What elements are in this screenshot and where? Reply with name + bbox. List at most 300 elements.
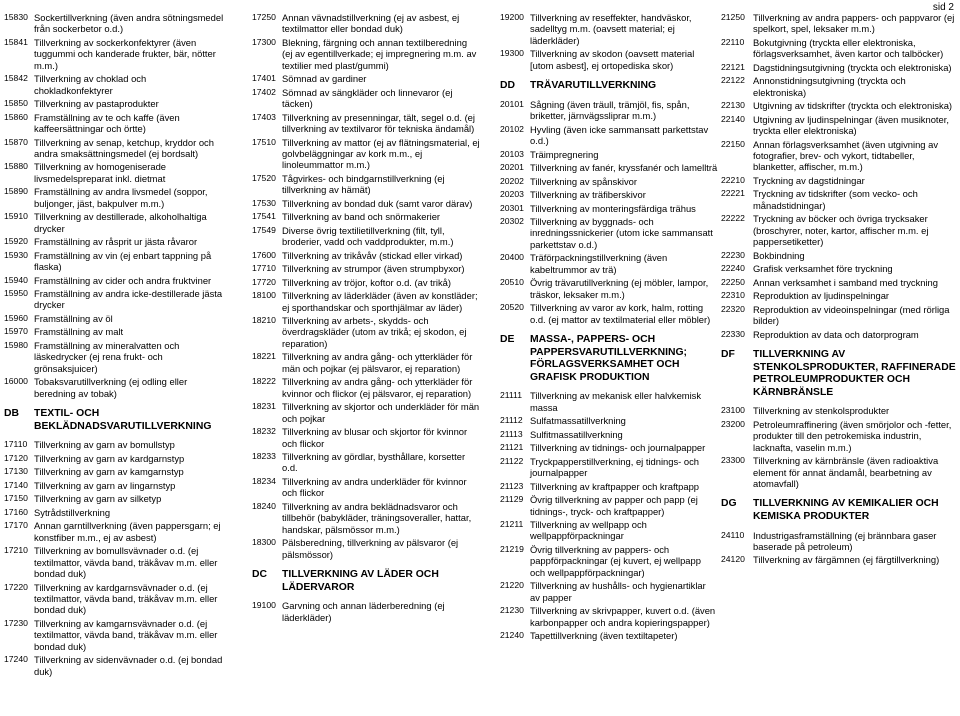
entry-description: Sömnad av gardiner xyxy=(282,73,367,85)
entry-description: Tillverkning av träfiberskivor xyxy=(530,189,646,201)
code-entry xyxy=(500,494,718,517)
code-entry xyxy=(252,137,480,171)
entry-code: 20520 xyxy=(500,302,524,313)
entry-description: Bokutgivning (tryckta eller elektroniska, förlagsverksamhet, även kartor och talböcker) xyxy=(753,36,944,60)
code-entry xyxy=(721,188,957,211)
entry-code: 18234 xyxy=(252,475,276,486)
entry-code: 22250 xyxy=(721,276,745,287)
entry-description: Tillverkning av choklad och chokladkonfektyrer xyxy=(34,73,147,96)
entry-code: 18222 xyxy=(252,376,276,387)
entry-code: 20201 xyxy=(500,162,524,173)
entry-code: 18231 xyxy=(252,401,276,412)
entry-description: Framställning av råsprit ur jästa råvaror xyxy=(34,236,198,248)
entry-code: 21230 xyxy=(500,605,524,616)
entry-description: Tillverkning av tidnings- och journalpapper xyxy=(530,442,706,454)
entry-description: Tillverkning av mattor (ej av flätningsmaterial, ej golvbeläggningar av kork m.m., ej linoleummattor m.m.) xyxy=(282,136,480,171)
entry-description: Tågvirkes- och bindgarnstillverkning (ej tillverkning av hämät) xyxy=(282,172,445,196)
entry-description: Framställning av te och kaffe (även kaffeersättningar och örtte) xyxy=(34,111,180,135)
code-entry xyxy=(500,302,718,325)
code-entry xyxy=(4,480,227,491)
code-entry xyxy=(500,176,718,187)
section-title: TILLVERKNING AV STENKOLSPRODUKTER, RAFFINERADE PETROLEUMPRODUKTER OCH KÄRNBRÄNSLE xyxy=(753,348,956,398)
entry-code: 17402 xyxy=(252,86,276,97)
entry-code: 20103 xyxy=(500,148,524,159)
code-entry xyxy=(4,582,227,616)
entry-description: Garvning och annan läderberedning (ej läderkläder) xyxy=(282,600,445,623)
column-3 xyxy=(500,12,718,644)
section-heading xyxy=(721,349,957,399)
entry-description: Pälsberedning, tillverkning av pälsvaror (ej pälsmössor) xyxy=(282,537,459,560)
entry-description: Annan vävnadstillverkning (ej av asbest, ej textilmattor eller bondad duk) xyxy=(282,12,460,35)
entry-description: Utgivning av tidskrifter (tryckta och elektroniska) xyxy=(753,100,953,112)
entry-code: 17720 xyxy=(252,276,276,287)
entry-code: 21129 xyxy=(500,494,524,505)
entry-description: Industrigasframställning (ej brännbara gaser baserade på petroleum) xyxy=(753,529,937,552)
entry-description: Reproduktion av data och datorprogram xyxy=(753,328,919,340)
entry-code: 17240 xyxy=(4,654,28,665)
code-entry xyxy=(500,162,718,173)
entry-code: 17150 xyxy=(4,493,28,504)
entry-description: Blekning, färgning och annan textilberedning (ej av egentillverkade; ej impregnering m.m. av textilier med plast/gummi) xyxy=(282,36,477,71)
code-entry xyxy=(4,250,227,273)
section-heading xyxy=(500,80,718,93)
code-entry xyxy=(721,175,957,186)
entry-code: 19200 xyxy=(500,12,524,22)
entry-code: 22222 xyxy=(721,213,745,224)
entry-code: 24120 xyxy=(721,554,745,565)
entry-code: 21111 xyxy=(500,390,522,401)
entry-code: 21123 xyxy=(500,480,524,491)
entry-description: Framställning av andra livsmedel (soppor, buljonger, jäst, bakpulver m.m.) xyxy=(34,186,208,209)
entry-code: 17520 xyxy=(252,172,276,183)
code-entry xyxy=(721,213,957,247)
entry-code: 21250 xyxy=(721,12,745,22)
entry-description: Tillverkning av presenningar, tält, segel o.d. (ej tillverkning av textilvaror för tekniska ändamål) xyxy=(282,111,475,135)
entry-description: Tillverkning av gördlar, bysthållare, korsetter o.d. xyxy=(282,451,466,474)
entry-description: Tillverkning av läderkläder (även av konstläder; ej sporthandskar och sporthjälmar av läder) xyxy=(282,290,478,313)
entry-code: 22110 xyxy=(721,36,745,47)
section-heading xyxy=(252,569,480,594)
entry-code: 21219 xyxy=(500,543,524,554)
entry-code: 20102 xyxy=(500,123,524,134)
entry-description: Tillverkning av stenkolsprodukter xyxy=(753,405,890,417)
code-entry xyxy=(252,87,480,110)
entry-code: 20101 xyxy=(500,98,524,109)
entry-code: 24110 xyxy=(721,529,745,540)
code-entry xyxy=(721,114,957,137)
entry-description: Tillverkning av andra gång- och ytterkläder för män och pojkar (ej pälsvaror, ej reparation) xyxy=(282,351,473,374)
column-1 xyxy=(4,12,227,679)
code-entry xyxy=(4,236,227,247)
column-4 xyxy=(721,12,957,568)
code-entry xyxy=(252,537,480,560)
entry-description: Utgivning av ljudinspelningar (även musiknoter, tryckta eller elektroniska) xyxy=(753,113,949,137)
entry-code: 18221 xyxy=(252,351,276,362)
entry-description: Tillverkning av kraftpapper och kraftpapp xyxy=(530,480,700,492)
section-title: MASSA-, PAPPERS- OCH PAPPERSVARUTILLVERKNING; FÖRLAGSVERKSAMHET OCH GRAFISK PRODUKTION xyxy=(530,333,688,383)
entry-description: Framställning av cider och andra fruktviner xyxy=(34,274,212,286)
code-entry xyxy=(252,401,480,424)
entry-description: Tillverkning av varor av kork, halm, rotting o.d. (ej mattor av textilmaterial eller möbler) xyxy=(530,302,711,325)
entry-code: 15870 xyxy=(4,136,28,147)
entry-description: Tillverkning av sockerkonfektyrer (även tuggummi och kanderade frukter, bär, nötter m.m.) xyxy=(34,36,216,71)
entry-description: Annan verksamhet i samband med tryckning xyxy=(753,276,938,288)
code-entry xyxy=(721,139,957,173)
entry-code: 22221 xyxy=(721,188,745,199)
entry-code: 15960 xyxy=(4,312,28,323)
entry-code: 22330 xyxy=(721,328,745,339)
code-entry xyxy=(252,263,480,274)
entry-code: 17210 xyxy=(4,545,28,556)
code-entry xyxy=(252,277,480,288)
code-entry xyxy=(252,73,480,84)
code-entry xyxy=(4,376,227,399)
entry-code: 17510 xyxy=(252,136,276,147)
entry-description: Tillverkning av garn av silketyp xyxy=(34,493,162,505)
entry-code: 22150 xyxy=(721,138,745,149)
code-entry xyxy=(500,605,718,628)
section-title: TEXTIL- OCH BEKLÄDNADSVARUTILLVERKNING xyxy=(34,408,212,432)
entry-description: Framställning av andra icke-destillerade jästa drycker xyxy=(34,288,223,311)
entry-code: 20510 xyxy=(500,277,524,288)
code-entry xyxy=(4,137,227,160)
section-code: DG xyxy=(721,498,737,510)
page-number: sid 2 xyxy=(932,2,954,13)
entry-code: 15842 xyxy=(4,73,28,84)
entry-code: 20302 xyxy=(500,216,524,227)
entry-code: 15860 xyxy=(4,111,28,122)
code-entry xyxy=(4,275,227,286)
code-entry xyxy=(500,630,718,641)
code-entry xyxy=(4,520,227,543)
code-entry xyxy=(4,313,227,324)
code-entry xyxy=(4,618,227,652)
code-entry xyxy=(4,507,227,518)
entry-code: 22210 xyxy=(721,174,745,185)
entry-code: 22320 xyxy=(721,303,745,314)
entry-code: 21211 xyxy=(500,519,524,530)
code-entry xyxy=(252,250,480,261)
code-entry xyxy=(4,37,227,71)
code-entry xyxy=(252,211,480,222)
entry-description: Tillverkning av senap, ketchup, kryddor och andra smaksättningsmedel (ej bordsalt) xyxy=(34,136,214,159)
entry-description: Annonstidningsutgivning (tryckta och elektroniska) xyxy=(753,75,906,98)
code-entry xyxy=(4,161,227,184)
entry-code: 22240 xyxy=(721,263,745,274)
entry-code: 15830 xyxy=(4,12,28,22)
code-entry xyxy=(252,290,480,313)
entry-description: Tillverkning av färgämnen (ej färgtillverkning) xyxy=(753,554,940,566)
code-entry xyxy=(4,112,227,135)
entry-description: Tillverkning av strumpor (även strumpbyxor) xyxy=(282,263,465,275)
entry-description: Tillverkning av garn av kamgarnstyp xyxy=(34,466,184,478)
entry-description: Framställning av vin (ej enbart tappning på flaska) xyxy=(34,249,212,273)
entry-description: Tillverkning av mekanisk eller halvkemisk massa xyxy=(530,390,702,413)
entry-description: Tillverkning av andra pappers- och pappvaror (ej spelkort, spel, leksaker m.m.) xyxy=(753,12,955,35)
code-entry xyxy=(4,12,227,35)
entry-description: Petroleumraffinering (även smörjolor och -fetter, produkter till den petrokemiska industrin, lacknafta, vaselin m.m.) xyxy=(753,418,952,453)
entry-description: Framställning av malt xyxy=(34,326,124,338)
entry-description: Tillverkning av andra gång- och ytterkläder för kvinnor och flickor (ej pälsvaror, ej reparation) xyxy=(282,376,473,399)
entry-code: 17600 xyxy=(252,249,276,260)
entry-code: 20202 xyxy=(500,175,524,186)
code-entry xyxy=(500,277,718,300)
code-entry xyxy=(4,453,227,464)
entry-description: Sulfatmassatillverkning xyxy=(530,415,626,427)
entry-description: Tillverkning av monteringsfärdiga trähus xyxy=(530,202,696,214)
code-entry xyxy=(721,12,957,35)
entry-description: Tillverkning av blusar och skjortor för kvinnor och flickor xyxy=(282,426,468,449)
entry-description: Sockertillverkning (även andra sötningsmedel från sockerbetor o.d.) xyxy=(34,12,224,35)
code-entry xyxy=(500,99,718,122)
entry-code: 22310 xyxy=(721,290,745,301)
code-entry xyxy=(500,252,718,275)
entry-description: Tillverkning av andra underkläder för kvinnor och flickor xyxy=(282,475,467,499)
entry-code: 15970 xyxy=(4,326,28,337)
code-entry xyxy=(500,429,718,440)
code-entry xyxy=(4,493,227,504)
code-entry xyxy=(252,476,480,499)
entry-description: Reproduktion av ljudinspelningar xyxy=(753,290,890,302)
entry-code: 23300 xyxy=(721,455,745,466)
entry-description: Diverse övrig textilietillverkning (filt, tyll, broderier, vadd och vaddprodukter, m.m.) xyxy=(282,224,454,248)
entry-code: 19100 xyxy=(252,600,276,611)
code-entry xyxy=(500,544,718,578)
entry-code: 15850 xyxy=(4,98,28,109)
entry-description: Framställning av öl xyxy=(34,312,113,324)
entry-code: 15940 xyxy=(4,274,28,285)
code-entry xyxy=(4,288,227,311)
code-entry xyxy=(500,12,718,46)
code-entry xyxy=(4,98,227,109)
entry-description: Tillverkning av bomullsvävnader o.d. (ej textilmattor, vävda band, träkåvav m.m. eller bondad duk) xyxy=(34,545,218,579)
entry-description: Bokbindning xyxy=(753,249,805,261)
entry-description: Tryckning av tidskrifter (som vecko- och månadstidningar) xyxy=(753,188,918,211)
code-entry xyxy=(721,100,957,111)
entry-description: Tillverkning av bondad duk (samt varor därav) xyxy=(282,197,473,209)
code-entry xyxy=(252,426,480,449)
code-entry xyxy=(721,554,957,565)
section-code: DD xyxy=(500,80,516,92)
entry-description: Tillverkning av tröjor, koftor o.d. (av trikå) xyxy=(282,276,451,288)
entry-code: 22121 xyxy=(721,61,745,72)
code-entry xyxy=(721,263,957,274)
entry-code: 18240 xyxy=(252,500,276,511)
entry-code: 22230 xyxy=(721,249,745,260)
entry-code: 15950 xyxy=(4,288,28,299)
entry-code: 21113 xyxy=(500,428,523,439)
entry-description: Tillverkning av trikåvåv (stickad eller virkad) xyxy=(282,249,463,261)
code-entry xyxy=(4,340,227,374)
code-entry xyxy=(4,211,227,234)
code-entry xyxy=(500,149,718,160)
entry-code: 17220 xyxy=(4,581,28,592)
code-entry xyxy=(252,600,480,623)
entry-code: 15930 xyxy=(4,249,28,260)
entry-description: Tillverkning av band och snörmakerier xyxy=(282,211,441,223)
entry-code: 15980 xyxy=(4,339,28,350)
entry-description: Tillverkning av destillerade, alkoholhaltiga drycker xyxy=(34,211,207,234)
entry-code: 15841 xyxy=(4,36,28,47)
code-entry xyxy=(252,112,480,135)
section-code: DF xyxy=(721,348,735,360)
code-entry xyxy=(252,376,480,399)
entry-description: Sytrådstillverkning xyxy=(34,506,111,518)
section-code: DC xyxy=(252,568,268,580)
code-entry xyxy=(721,290,957,301)
code-entry xyxy=(500,442,718,453)
entry-code: 17541 xyxy=(252,211,276,222)
code-entry xyxy=(252,12,480,35)
code-entry xyxy=(4,439,227,450)
section-title: TILLVERKNING AV LÄDER OCH LÄDERVAROR xyxy=(282,568,439,593)
entry-description: Övrig tillverkning av pappers- och pappförpackningar (ej kuvert, ej wellpapp och wellpappförpackningar) xyxy=(530,543,701,578)
code-entry xyxy=(252,315,480,349)
code-entry xyxy=(721,277,957,288)
code-entry xyxy=(500,216,718,250)
entry-description: Tapettillverkning (även textiltapeter) xyxy=(530,630,678,642)
entry-code: 23100 xyxy=(721,405,745,416)
code-entry xyxy=(721,250,957,261)
entry-description: Dagstidningsutgivning (tryckta och elektroniska) xyxy=(753,61,952,73)
code-entry xyxy=(4,326,227,337)
entry-code: 20301 xyxy=(500,202,524,213)
section-title: TILLVERKNING AV KEMIKALIER OCH KEMISKA PRODUKTER xyxy=(753,498,939,522)
section-title: TRÄVARUTILLVERKNING xyxy=(530,80,657,92)
code-entry xyxy=(721,329,957,340)
entry-description: Framställning av mineralvatten och läskedrycker (ej rena frukt- och grönsaksjuicer) xyxy=(34,339,180,374)
entry-code: 17403 xyxy=(252,111,276,122)
code-entry xyxy=(500,481,718,492)
code-entry xyxy=(4,186,227,209)
entry-description: Tryckning av böcker och övriga trycksaker (broschyrer, noter, kartor, affischer m.m. ej pappersetiketter) xyxy=(753,213,929,248)
code-entry xyxy=(500,203,718,214)
entry-description: Sågning (även träull, trämjöl, fis, spån, briketter, järnvägssliprar m.m.) xyxy=(530,98,690,122)
entry-code: 17130 xyxy=(4,466,28,477)
code-entry xyxy=(500,390,718,413)
entry-description: Tillverkning av garn av kardgarnstyp xyxy=(34,452,185,464)
entry-description: Träförpackningstillverkning (även kabeltrummor av trä) xyxy=(530,252,668,275)
entry-code: 17160 xyxy=(4,506,28,517)
code-entry xyxy=(500,124,718,147)
entry-code: 18233 xyxy=(252,451,276,461)
entry-description: Tillverkning av homogeniserade livsmedelspreparat inkl. dietmat xyxy=(34,161,167,184)
entry-code: 17250 xyxy=(252,12,276,22)
entry-description: Tillverkning av byggnads- och inredningssnickerier (utom icke sammansatt parkettstav o.d.) xyxy=(530,216,713,250)
entry-code: 17230 xyxy=(4,617,28,628)
entry-description: Tryckning av dagstidningar xyxy=(753,174,865,186)
entry-code: 23200 xyxy=(721,418,745,429)
entry-description: Tillverkning av spånskivor xyxy=(530,175,637,187)
entry-description: Tillverkning av wellpapp och wellpappförpackningar xyxy=(530,519,647,542)
code-entry xyxy=(252,225,480,248)
entry-description: Övrig trävarutillverkning (ej möbler, lampor, träskor, leksaker m.m.) xyxy=(530,277,709,300)
section-code: DB xyxy=(4,408,20,420)
code-entry xyxy=(252,451,480,474)
entry-description: Tillverkning av kärnbränsle (även radioaktiva element för annat ändamål, bearbetning av atomavfall) xyxy=(753,455,939,489)
code-entry xyxy=(252,351,480,374)
entry-code: 15920 xyxy=(4,236,28,247)
section-heading xyxy=(4,408,227,433)
entry-description: Grafisk verksamhet före tryckning xyxy=(753,263,893,275)
entry-description: Tillverkning av andra beklädnadsvaror och tillbehör (babykläder, träningsoveraller, hattar, handskar, pälsmössor m.m.) xyxy=(282,500,472,535)
entry-description: Tryckpapperstillverkning, ej tidnings- och journalpapper xyxy=(530,455,699,479)
entry-description: Tillverkning av garn av lingarnstyp xyxy=(34,479,176,491)
entry-description: Tillverkning av pastaprodukter xyxy=(34,98,159,110)
section-heading xyxy=(500,334,718,384)
entry-code: 18100 xyxy=(252,290,276,301)
entry-description: Tobaksvarutillverkning (ej odling eller beredning av tobak) xyxy=(34,376,188,399)
entry-description: Annan garntillverkning (även pappersgarn; ej konstfiber m.m., ej av asbest) xyxy=(34,520,221,543)
entry-code: 21112 xyxy=(500,415,523,426)
code-entry xyxy=(721,75,957,98)
entry-description: Tillverkning av hushålls- och hygienartiklar av papper xyxy=(530,580,706,603)
code-entry xyxy=(500,519,718,542)
entry-code: 15880 xyxy=(4,161,28,172)
code-entry xyxy=(721,304,957,327)
entry-code: 21121 xyxy=(500,442,524,453)
entry-description: Tillverkning av fanér, kryssfanér och lamellträ xyxy=(530,162,718,174)
entry-description: Träimpregnering xyxy=(530,148,599,160)
entry-code: 20400 xyxy=(500,252,524,263)
section-heading xyxy=(721,498,957,523)
entry-code: 18300 xyxy=(252,537,276,548)
entry-code: 21240 xyxy=(500,630,524,641)
section-code: DE xyxy=(500,333,515,345)
entry-code: 21122 xyxy=(500,455,524,466)
entry-code: 17110 xyxy=(4,439,28,450)
entry-code: 15910 xyxy=(4,211,28,222)
code-entry xyxy=(721,455,957,489)
code-entry xyxy=(252,37,480,71)
code-entry xyxy=(500,580,718,603)
entry-code: 22122 xyxy=(721,75,745,86)
entry-code: 16000 xyxy=(4,376,28,387)
entry-code: 21220 xyxy=(500,580,524,591)
code-entry xyxy=(500,48,718,71)
entry-description: Hyvling (även icke sammansatt parkettstav o.d.) xyxy=(530,123,709,147)
entry-description: Tillverkning av garn av bomullstyp xyxy=(34,439,175,451)
code-entry xyxy=(4,545,227,579)
code-entry xyxy=(500,456,718,479)
entry-code: 17140 xyxy=(4,479,28,490)
entry-code: 17710 xyxy=(252,263,276,274)
entry-description: Sömnad av sängkläder och linnevaror (ej täcken) xyxy=(282,86,453,110)
entry-code: 17300 xyxy=(252,36,276,47)
code-entry xyxy=(252,198,480,209)
entry-code: 17170 xyxy=(4,520,28,531)
entry-description: Sulfitmassatillverkning xyxy=(530,428,623,440)
entry-code: 22130 xyxy=(721,100,745,111)
entry-code: 18210 xyxy=(252,315,276,326)
code-entry xyxy=(721,405,957,416)
entry-code: 17120 xyxy=(4,452,28,463)
code-entry xyxy=(721,530,957,553)
code-entry xyxy=(252,173,480,196)
entry-code: 20203 xyxy=(500,189,524,200)
entry-code: 17549 xyxy=(252,224,276,235)
entry-code: 17530 xyxy=(252,197,276,208)
entry-description: Tillverkning av skodon (oavsett material [utom asbest], ej ortopediska skor) xyxy=(530,48,695,71)
code-entry xyxy=(4,73,227,96)
entry-code: 22140 xyxy=(721,113,745,124)
entry-description: Tillverkning av kamgarnsvävnader o.d. (ej textilmattor, vävda band, träkåvav m.m. eller bondad duk) xyxy=(34,617,218,652)
entry-description: Tillverkning av skrivpapper, kuvert o.d. (även karbonpapper och andra kopieringspapper) xyxy=(530,605,716,628)
code-entry xyxy=(252,501,480,535)
entry-code: 17401 xyxy=(252,73,276,84)
entry-code: 15890 xyxy=(4,186,28,197)
code-entry xyxy=(500,189,718,200)
